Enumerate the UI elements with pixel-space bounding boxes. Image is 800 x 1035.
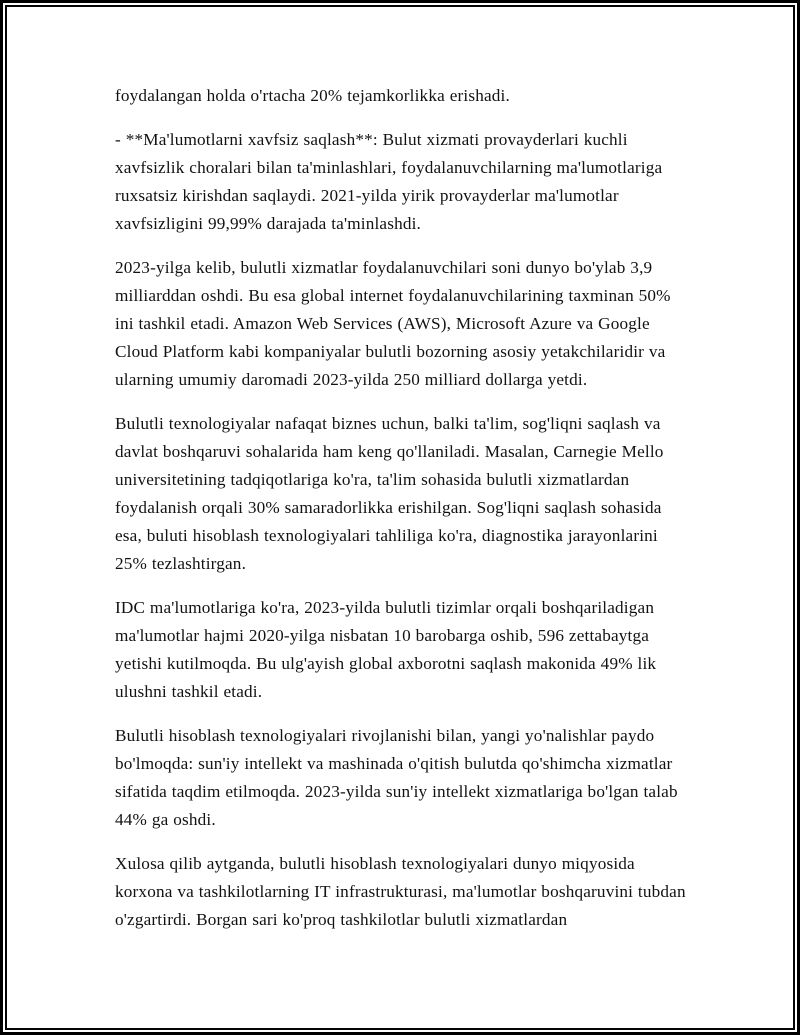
document-body [115,82,687,934]
paragraph: 2023-yilga kelib, bulutli xizmatlar foydalanuvchilari soni dunyo bo'ylab 3,9 milliarddan oshdi. Bu esa global internet foydalanuvchilarining taxminan 50% ini tashkil etadi. Amazon Web Services (AWS), Microsoft Azure va Google Cloud Platform kabi kompaniyalar bulutli bozorning asosiy yetakchilaridir va ularning umumiy daromadi 2023-yilda 250 milliard dollarga yetdi. [115,258,671,389]
paragraph: - **Ma'lumotlarni xavfsiz saqlash**: Bulut xizmati provayderlari kuchli xavfsizlik choralari bilan ta'minlashlari, foydalanuvchilarning ma'lumotlariga ruxsatsiz kirishdan saqlaydi. 2021-yilda yirik provayderlar ma'lumotlar xavfsizligini 99,99% darajada ta'minlashdi. [115,130,663,233]
paragraph: Bulutli hisoblash texnologiyalari rivojlanishi bilan, yangi yo'nalishlar paydo bo'lmoqda: sun'iy intellekt va mashinada o'qitish bulutda qo'shimcha xizmatlar sifatida taqdim etilmoqda. 2023-yilda sun'iy intellekt xizmatlariga bo'lgan talab 44% ga oshdi. [115,726,678,829]
paragraph: foydalangan holda o'rtacha 20% tejamkorlikka erishadi. [115,86,510,105]
paragraph: Bulutli texnologiyalar nafaqat biznes uchun, balki ta'lim, sog'liqni saqlash va davlat boshqaruvi sohalarida ham keng qo'llaniladi. Masalan, Carnegie Mello universitetining tadqiqotlariga ko'ra, ta'lim sohasida bulutli xizmatlardan foydalanish orqali 30% samaradorlikka erishilgan. Sog'liqni saqlash sohasida esa, buluti hisoblash texnologiyalari tahliliga ko'ra, diagnostika jarayonlarini 25% tezlashtirgan. [115,414,664,573]
paragraph: Xulosa qilib aytganda, bulutli hisoblash texnologiyalari dunyo miqyosida korxona va tashkilotlarning IT infrastrukturasi, ma'lumotlar boshqaruvini tubdan o'zgartirdi. Borgan sari ko'proq tashkilotlar bulutli xizmatlardan [115,854,686,929]
paragraph: IDC ma'lumotlariga ko'ra, 2023-yilda bulutli tizimlar orqali boshqariladigan ma'lumotlar hajmi 2020-yilga nisbatan 10 barobarga oshib, 596 zettabaytga yetishi kutilmoqda. Bu ulg'ayish global axborotni saqlash makonida 49% lik ulushni tashkil etadi. [115,598,657,701]
